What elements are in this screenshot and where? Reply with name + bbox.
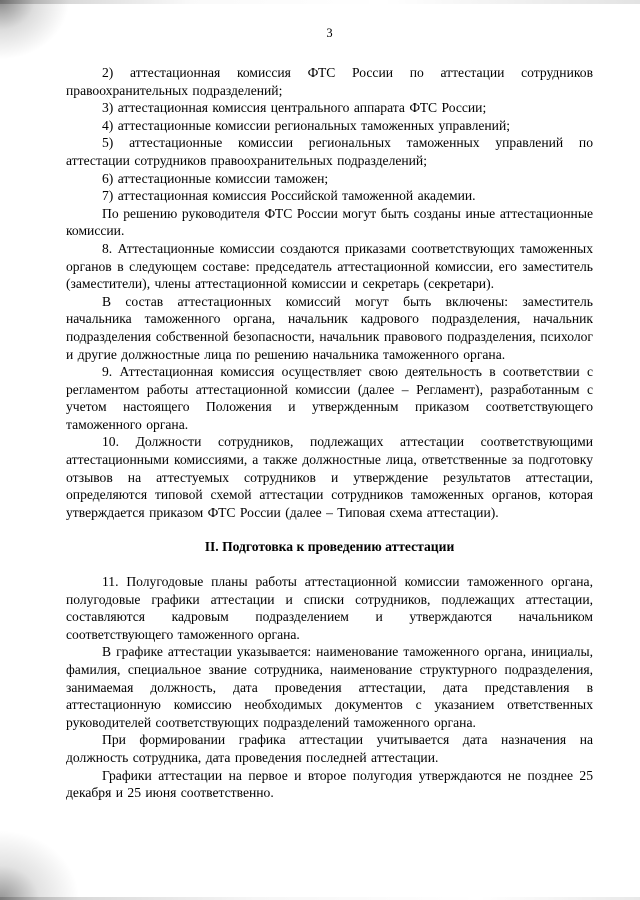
paragraph: В графике аттестации указывается: наименование таможенного органа, инициалы, фамилия, специальное звание сотрудника, наименование структурного подразделения, занимаемая должность, дата проведения аттестации, дата представления в аттестационную комиссию необходимых документов с указанием ответственных руководителей соответствующих подразделений таможенного органа. bbox=[66, 644, 593, 730]
paragraph: В состав аттестационных комиссий могут быть включены: заместитель начальника таможенного органа, начальник кадрового подразделения, начальник подразделения собственной безопасности, начальник правового подразделения, психолог и другие должностные лица по решению начальника таможенного органа. bbox=[66, 293, 593, 362]
scan-artifact-top-edge bbox=[0, 0, 640, 4]
scan-artifact-bottom-left bbox=[0, 830, 80, 900]
section-heading: II. Подготовка к проведению аттестации bbox=[204, 539, 455, 555]
paragraph: Графики аттестации на первое и второе полугодия утверждаются не позднее 25 декабря и 25 июня соответственно. bbox=[66, 767, 593, 801]
paragraph: 8. Аттестационные комиссии создаются приказами соответствующих таможенных органов в следующем составе: председатель аттестационной комиссии, его заместитель (заместители), члены аттестационной комиссии и секретарь (секретари). bbox=[66, 240, 593, 292]
scan-artifact-top-left bbox=[0, 0, 70, 60]
paragraph: По решению руководителя ФТС России могут быть созданы иные аттестационные комиссии. bbox=[66, 205, 593, 239]
paragraph: 10. Должности сотрудников, подлежащих аттестации соответствующими аттестационными комиссиями, а также должностные лица, ответственные за подготовку отзывов на аттестуемых сотрудников и утверждение результатов аттестации, определяются типовой схемой аттестации сотрудников таможенных органов, которая утверждается приказом ФТС России (далее – Типовая схема аттестации). bbox=[66, 434, 593, 520]
paragraph: 9. Аттестационная комиссия осуществляет свою деятельность в соответствии с регламентом работы аттестационной комиссии (далее – Регламент), разработанным с учетом настоящего Положения и утвержденным приказом соответствующего таможенного органа. bbox=[66, 364, 593, 432]
paragraph: 5) аттестационные комиссии региональных таможенных управлений по аттестации сотрудников правоохранительных подразделений; bbox=[66, 135, 593, 168]
document-body bbox=[66, 64, 593, 802]
paragraph: При формировании графика аттестации учитывается дата назначения на должность сотрудника, дата проведения последней аттестации. bbox=[66, 732, 593, 765]
paragraph: 4) аттестационные комиссии региональных таможенных управлений; bbox=[102, 117, 511, 133]
paragraph: 7) аттестационная комиссия Российской таможенной академии. bbox=[102, 188, 476, 204]
page-number: 3 bbox=[326, 26, 333, 40]
paragraph: 3) аттестационная комиссия центрального аппарата ФТС России; bbox=[102, 100, 487, 116]
paragraph: 2) аттестационная комиссия ФТС России по аттестации сотрудников правоохранительных подразделений; bbox=[66, 65, 593, 98]
paragraph: 6) аттестационные комиссии таможен; bbox=[102, 170, 329, 186]
paragraph: 11. Полугодовые планы работы аттестационной комиссии таможенного органа, полугодовые графики аттестации и списки сотрудников, подлежащих аттестации, составляются кадровым подразделением и утверждаются начальником соответствующего таможенного органа. bbox=[66, 574, 593, 642]
